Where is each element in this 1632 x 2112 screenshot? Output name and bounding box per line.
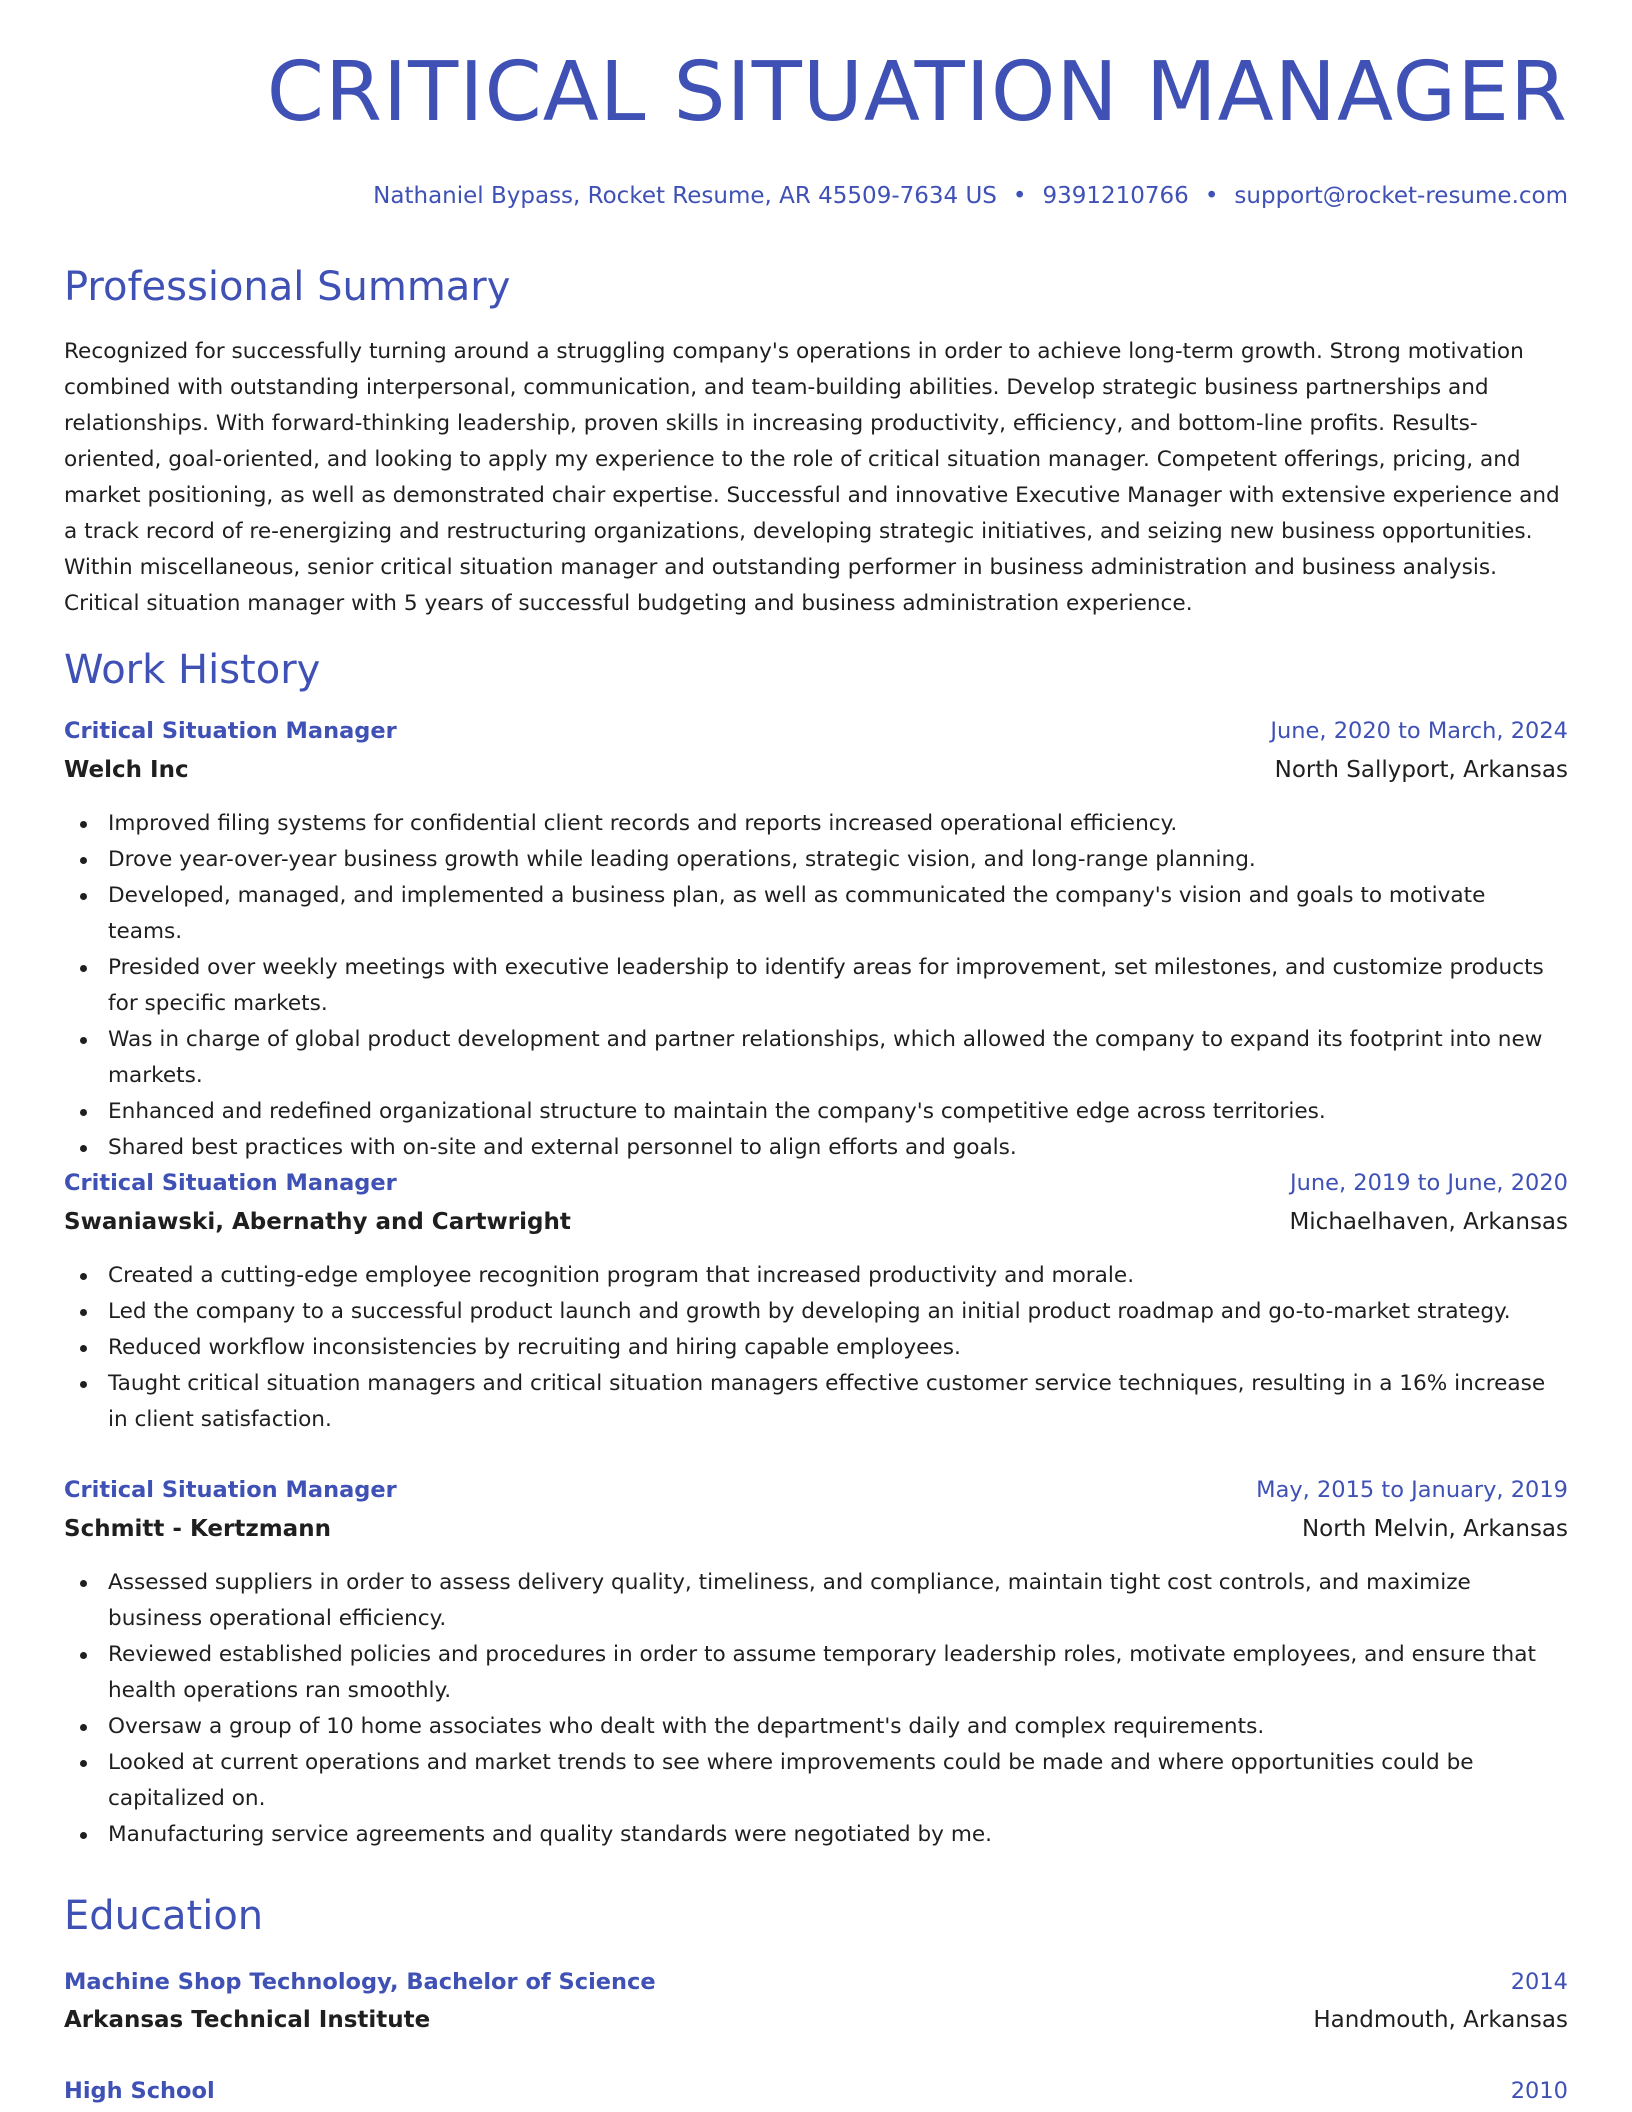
education-school: Arkansas Technical Institute xyxy=(64,2007,431,2033)
job-header xyxy=(64,718,1568,750)
summary-text: Recognized for successfully turning around a struggling company's operations in order to achieve long-term growth. Strong motivation combined with outstanding interpersonal, communication, and team-building abilities. Develop strategic business partnerships and relationships. With forward-thinking leadership, proven skills in increasing productivity, efficiency, and bottom-line profits. Results-oriented, goal-oriented, and looking to apply my experience to the role of critical situation manager. Competent offerings, pricing, and market positioning, as well as demonstrated chair expertise. Successful and innovative Executive Manager with extensive experience and a track record of re-energizing and restructuring organizations, developing strategic initiatives, and seizing new business opportunities. Within miscellaneous, senior critical situation manager and outstanding performer in business administration and business analysis. Critical situation manager with 5 years of successful budgeting and business administration experience. xyxy=(64,339,1560,616)
job-dates: June, 2019 to June, 2020 xyxy=(1289,1170,1568,1196)
education-degree: Machine Shop Technology, Bachelor of Science xyxy=(64,1969,656,1995)
job-title: Critical Situation Manager xyxy=(64,1477,397,1503)
job-location: Michaelhaven, Arkansas xyxy=(1289,1209,1568,1235)
job-bullets xyxy=(64,806,1568,1166)
job-dates: June, 2020 to March, 2024 xyxy=(1270,718,1568,744)
job-title: Critical Situation Manager xyxy=(64,1170,397,1196)
list-item: Presided over weekly meetings with executive leadership to identify areas for improvement, set milestones, and customize products for specific markets. xyxy=(64,950,1568,1022)
education-year: 2010 xyxy=(1510,2078,1568,2104)
education-heading: Education xyxy=(64,1893,264,1939)
list-item: Looked at current operations and market trends to see where improvements could be made and where opportunities could be capitalized on. xyxy=(64,1745,1568,1817)
list-item: Enhanced and redefined organizational structure to maintain the company's competitive edge across territories. xyxy=(64,1094,1568,1130)
job-bullets xyxy=(64,1258,1568,1438)
list-item: Led the company to a successful product launch and growth by developing an initial product roadmap and go-to-market strategy. xyxy=(64,1294,1568,1330)
contact-address: Nathaniel Bypass, Rocket Resume, AR 45509-7634 US xyxy=(373,183,997,209)
list-item: Was in charge of global product development and partner relationships, which allowed the company to expand its footprint into new markets. xyxy=(64,1022,1568,1094)
list-item: Reviewed established policies and procedures in order to assume temporary leadership roles, motivate employees, and ensure that health operations ran smoothly. xyxy=(64,1637,1568,1709)
list-item: Drove year-over-year business growth while leading operations, strategic vision, and long-range planning. xyxy=(64,842,1568,878)
contact-phone: 9391210766 xyxy=(1042,183,1189,209)
job-company-row xyxy=(64,757,1568,789)
job-location: North Melvin, Arkansas xyxy=(1301,1516,1568,1542)
job-location: North Sallyport, Arkansas xyxy=(1274,757,1568,783)
contact-separator: • xyxy=(1012,183,1027,209)
education-degree: High School xyxy=(64,2078,215,2104)
job-company: Swaniawski, Abernathy and Cartwright xyxy=(64,1209,571,1235)
job-company-row xyxy=(64,1516,1568,1548)
job-company-row xyxy=(64,1209,1568,1241)
job-company: Schmitt - Kertzmann xyxy=(64,1516,331,1542)
work-history-heading: Work History xyxy=(64,647,321,693)
job-company: Welch Inc xyxy=(64,757,189,783)
resume-title: CRITICAL SITUATION MANAGER xyxy=(266,45,1568,140)
summary-heading: Professional Summary xyxy=(64,264,511,310)
job-title: Critical Situation Manager xyxy=(64,718,397,744)
list-item: Improved filing systems for confidential client records and reports increased operational efficiency. xyxy=(64,806,1568,842)
list-item: Shared best practices with on-site and external personnel to align efforts and goals. xyxy=(64,1130,1568,1166)
list-item: Manufacturing service agreements and quality standards were negotiated by me. xyxy=(64,1817,1568,1853)
job-header xyxy=(64,1477,1568,1509)
education-location: Handmouth, Arkansas xyxy=(1313,2007,1568,2033)
contact-line xyxy=(373,183,1568,209)
education-header xyxy=(64,1969,1568,2001)
list-item: Oversaw a group of 10 home associates who dealt with the department's daily and complex requirements. xyxy=(64,1709,1568,1745)
education-header xyxy=(64,2078,1568,2110)
list-item: Taught critical situation managers and critical situation managers effective customer service techniques, resulting in a 16% increase in client satisfaction. xyxy=(64,1366,1568,1438)
contact-email: support@rocket-resume.com xyxy=(1234,183,1568,209)
contact-separator: • xyxy=(1204,183,1219,209)
job-dates: May, 2015 to January, 2019 xyxy=(1256,1477,1568,1503)
job-bullets xyxy=(64,1565,1568,1853)
list-item: Created a cutting-edge employee recognition program that increased productivity and morale. xyxy=(64,1258,1568,1294)
education-school-row xyxy=(64,2007,1568,2039)
education-year: 2014 xyxy=(1510,1969,1568,1995)
list-item: Developed, managed, and implemented a business plan, as well as communicated the company's vision and goals to motivate teams. xyxy=(64,878,1568,950)
job-header xyxy=(64,1170,1568,1202)
list-item: Reduced workflow inconsistencies by recruiting and hiring capable employees. xyxy=(64,1330,1568,1366)
list-item: Assessed suppliers in order to assess delivery quality, timeliness, and compliance, maintain tight cost controls, and maximize business operational efficiency. xyxy=(64,1565,1568,1637)
